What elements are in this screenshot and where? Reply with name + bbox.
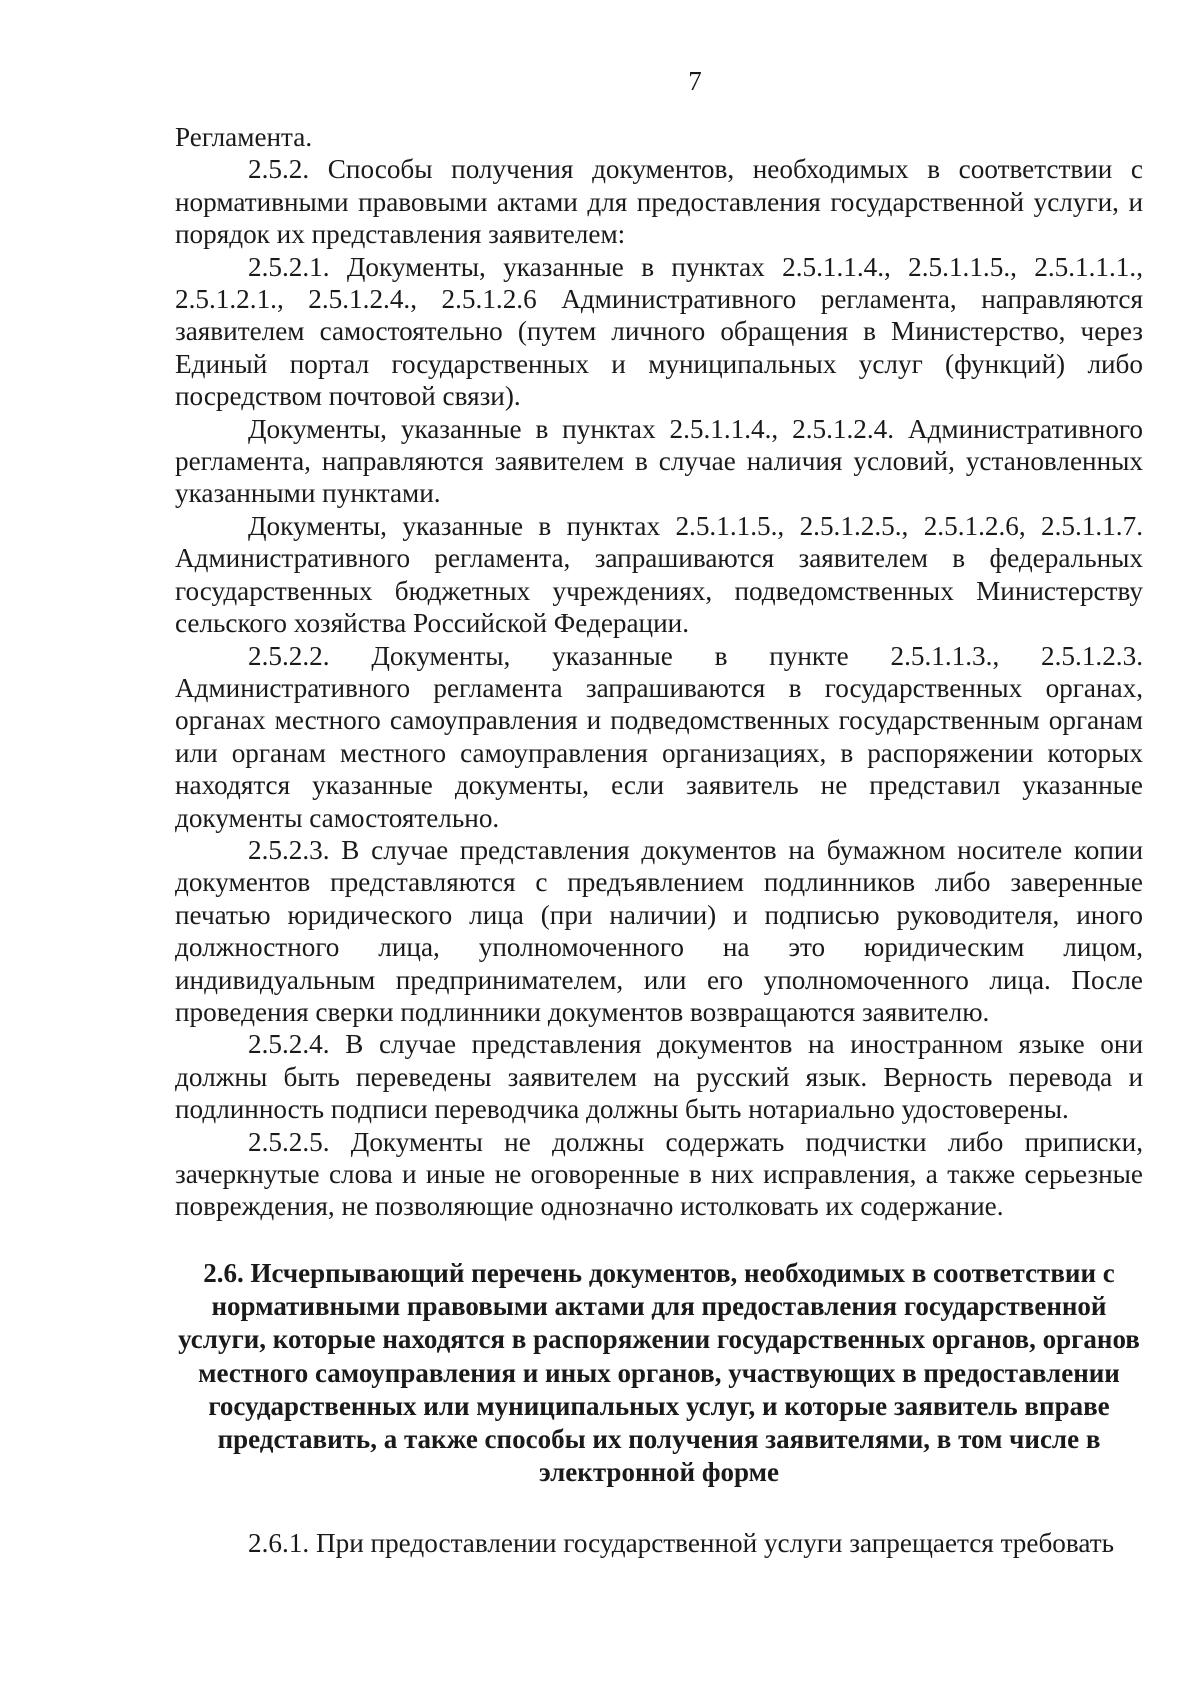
paragraph-continuation: Регламента. <box>175 122 313 152</box>
section-heading-2-6: 2.6. Исчерпывающий перечень документов, необходимых в соответствии с нормативными правовыми актами для предоставления государственной услуги, которые находятся в распоряжении государственных органов, органов местного самоуправления и иных органов, участвующих в предоставлении государственных или муниципальных услуг, и которые заявитель вправе представить, а также способы их получения заявителями, в том числе в электронной форме <box>178 1258 1140 1488</box>
paragraph-2-5-2-3: 2.5.2.3. В случае представления документов на бумажном носителе копии документов представляются с предъявлением подлинников либо заверенные печатью юридического лица (при наличии) и подписью руководителя, иного должностного лица, уполномоченного на это юридическим лицом, индивидуальным предпринимателем, или его уполномоченного лица. После проведения сверки подлинники документов возвращаются заявителю. <box>175 834 1143 1027</box>
paragraph-documents-federal: Документы, указанные в пунктах 2.5.1.1.5., 2.5.1.2.5., 2.5.1.2.6, 2.5.1.1.7. Административного регламента, запрашиваются заявителем в федеральных государственных бюджетных учреждениях, подведомственных Министерству сельского хозяйства Российской Федерации. <box>175 510 1143 639</box>
paragraph-2-5-2-2: 2.5.2.2. Документы, указанные в пункте 2.5.1.1.3., 2.5.1.2.3. Административного регламента запрашиваются в государственных органах, органах местного самоуправления и подведомственных государственным органам или органам местного самоуправления организациях, в распоряжении которых находятся указанные документы, если заявитель не представил указанные документы самостоятельно. <box>175 640 1143 833</box>
paragraph-2-5-2-5: 2.5.2.5. Документы не должны содержать подчистки либо приписки, зачеркнутые слова и иные не оговоренные в них исправления, а также серьезные повреждения, не позволяющие однозначно истолковать их содержание. <box>175 1126 1143 1222</box>
paragraph-2-6-1: 2.6.1. При предоставлении государственной услуги запрещается требовать <box>248 1528 1115 1558</box>
paragraph-2-5-2-4: 2.5.2.4. В случае представления документов на иностранном языке они должны быть переведены заявителем на русский язык. Верность перевода и подлинность подписи переводчика должны быть нотариально удостоверены. <box>175 1029 1143 1125</box>
paragraph-2-5-2: 2.5.2. Способы получения документов, необходимых в соответствии с нормативными правовыми актами для предоставления государственной услуги, и порядок их представления заявителем: <box>175 154 1143 250</box>
paragraph-documents-conditions: Документы, указанные в пунктах 2.5.1.1.4., 2.5.1.2.4. Административного регламента, направляются заявителем в случае наличия условий, установленных указанными пунктами. <box>175 413 1143 509</box>
page-number: 7 <box>688 66 702 96</box>
document-body <box>175 121 1143 1223</box>
paragraph-2-5-2-1: 2.5.2.1. Документы, указанные в пунктах 2.5.1.1.4., 2.5.1.1.5., 2.5.1.1.1., 2.5.1.2.1., 2.5.1.2.4., 2.5.1.2.6 Административного регламента, направляются заявителем самостоятельно (путем личного обращения в Министерство, через Единый портал государственных и муниципальных услуг (функций) либо посредством почтовой связи). <box>175 251 1143 412</box>
